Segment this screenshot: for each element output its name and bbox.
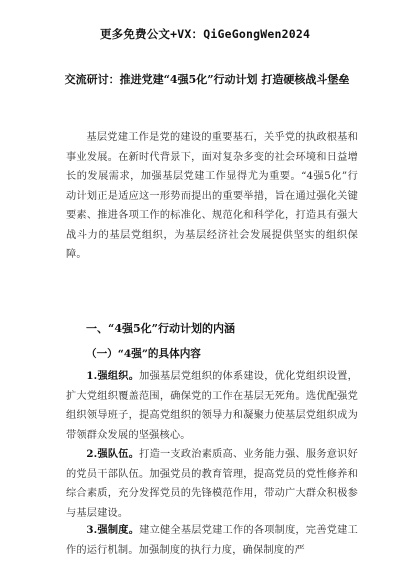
paragraph-strong-organization <box>66 367 358 445</box>
intro-paragraph: 基层党建工作是党的建设的重要基石，关乎党的执政根基和事业发展。在新时代背景下，面对复杂多变的社会环境和日益增长的发展需求，加强基层党建工作显得尤为重要。“4强5化”行动计划正是适应这一形势而提出的重要举措，旨在通过强化关键要素、推进各项工作的标准化、规范化和科学化，打造具有强大战斗力的基层党组织，为基层经济社会发展提供坚实的组织保障。 <box>66 132 358 260</box>
subsection-heading: （一）“4强”的具体内容 <box>86 348 201 360</box>
item-lead: 2.强队伍。 <box>86 448 140 460</box>
paragraph-strong-system <box>66 521 358 560</box>
paragraph-strong-team <box>66 445 358 523</box>
document-title: 交流研讨：推进党建“4强5化”行动计划 打造硬核战斗堡垒 <box>64 73 350 86</box>
item-lead: 3.强制度。 <box>86 524 140 536</box>
section-heading: 一、“4强5化”行动计划的内涵 <box>86 322 235 335</box>
item-text: 打造一支政治素质高、业务能力强、服务意识好的党员干部队伍。加强党员的教育管理，提高党员的党性修养和综合素质，充分发挥党员的先锋模范作用，带动广大群众积极参与基层建设。 <box>66 449 358 519</box>
item-text: 加强基层党组织的体系建设，优化党组织设置，扩大党组织覆盖范围，确保党的工作在基层无死角。选优配强党组织领导班子，提高党组织的领导力和凝聚力使基层党组织成为带领群众发展的坚强核心。 <box>66 371 358 441</box>
item-lead: 1.强组织。 <box>86 370 140 382</box>
watermark-header: 更多免费公文+VX：QiGeGongWen2024 <box>99 27 311 41</box>
item-text: 建立健全基层党建工作的各项制度，完善党建工作的运行机制。加强制度的执行力度，确保制度的严 <box>66 525 358 556</box>
